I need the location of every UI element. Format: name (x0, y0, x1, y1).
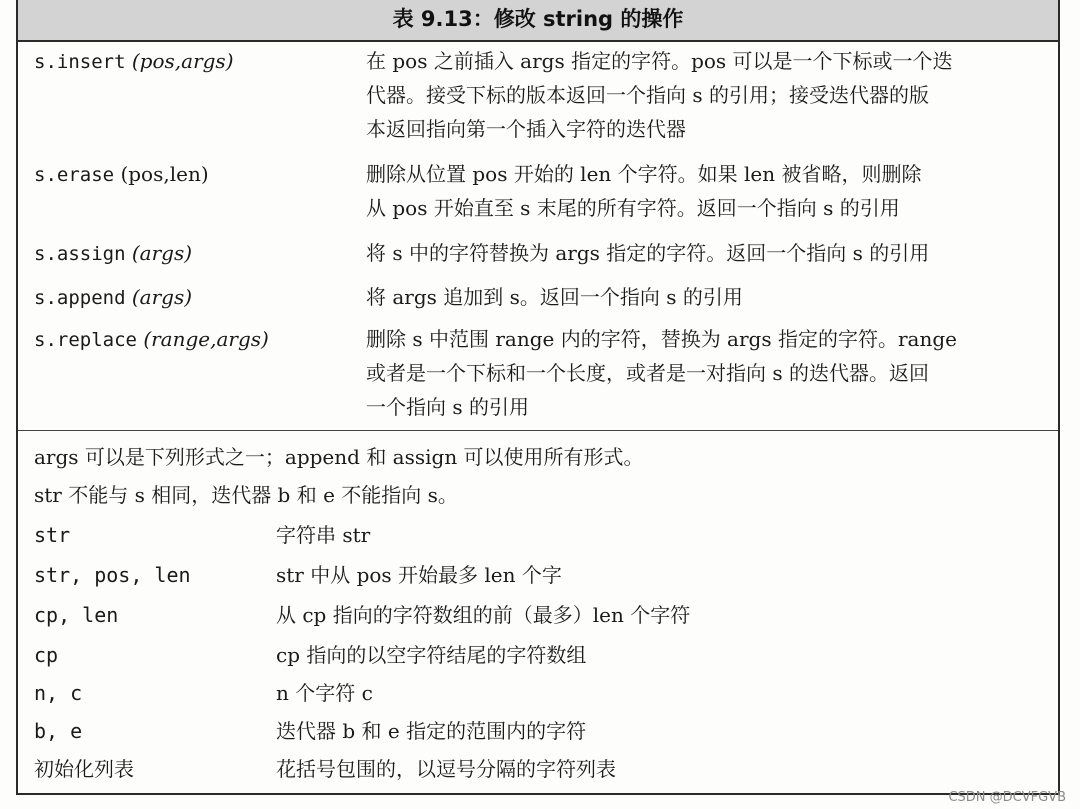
operation-signature: s.append (args) (34, 285, 193, 309)
operation-description: 将 args 追加到 s。返回一个指向 s 的引用 (366, 285, 743, 309)
restriction-note: str 不能与 s 相同，迭代器 b 和 e 不能指向 s。 (34, 483, 458, 507)
operation-signature: s.insert (pos,args) (34, 49, 234, 73)
args-note: args 可以是下列形式之一；append 和 assign 可以使用所有形式。 (34, 445, 644, 469)
string-operations-table: 表 9.13：修改 string 的操作 s.insert (pos,args) 在 pos 之前插入 args 指定的字符。pos 可以是一个下标或一个迭 代器。接受下标的版本返回一个指向 s 的引用；接受迭代器的版 本返回指向第一个插入字符的迭代器 s.erase (pos,len) 删除从位置 pos 开始的 len 个字符。如果 len 被省略，则删除 从 pos 开始直至 s 末尾的所有字符。返回一个指向 s 的引用 s.assign (args) 将 s 中的字符替换为 args 指定的字符。返回一个指向 s 的引用 s.append (args) 将 args 追加到 s。返回一个指向 s 的引用 s.replace (range,args) 删除 s 中范围 range 内的字符，替换为 args 指定的字符。range 或者是一个下标和一个长度，或者是一对指向 s 的迭代器。返回 一个指向 s 的引用 args 可以是下列形式之一；append 和 assign 可以使用所有形式。 str 不能与 s 相同，迭代器 b 和 e 不能指向 s。 str 字符串 str str, pos, len str 中从 pos 开始最多 len 个字 cp, len 从 cp 指向的字符数组的前（最多）len 个字符 cp cp 指向的以空字符结尾的字符数组 n, c n 个字符 c b, e 迭代器 b 和 e 指定的范围内的字符 初始化列表 花括号包围的，以逗号分隔的字符列表 (16, 0, 1060, 795)
watermark: CSDN @DCVFGVB (948, 790, 1066, 805)
operation-description: 在 pos 之前插入 args 指定的字符。pos 可以是一个下标或一个迭 代器。接受下标的版本返回一个指向 s 的引用；接受迭代器的版 本返回指向第一个插入字符的迭代器 (366, 49, 953, 141)
table-title: 表 9.13：修改 string 的操作 (18, 0, 1058, 42)
operation-signature: s.assign (args) (34, 241, 193, 265)
operation-description: 将 s 中的字符替换为 args 指定的字符。返回一个指向 s 的引用 (366, 241, 930, 265)
operation-description: 删除 s 中范围 range 内的字符，替换为 args 指定的字符。range 或者是一个下标和一个长度，或者是一对指向 s 的迭代器。返回 一个指向 s 的引用 (366, 327, 957, 419)
operation-description: 删除从位置 pos 开始的 len 个字符。如果 len 被省略，则删除 从 pos 开始直至 s 末尾的所有字符。返回一个指向 s 的引用 (366, 162, 922, 220)
section-divider (18, 430, 1058, 431)
operation-signature: s.replace (range,args) (34, 327, 269, 351)
operation-signature: s.erase (pos,len) (34, 162, 209, 186)
